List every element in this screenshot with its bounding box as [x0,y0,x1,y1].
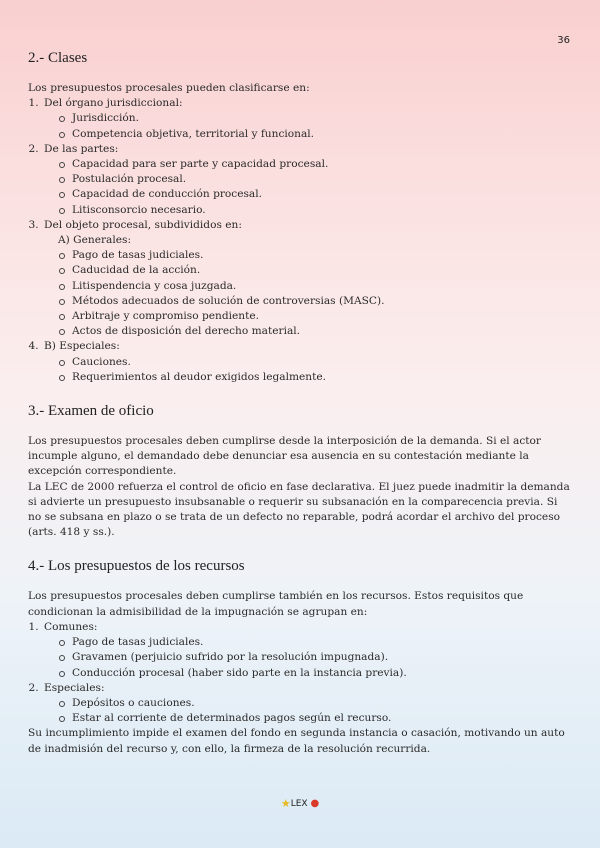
list-item [42,218,573,340]
paragraph: La LEC de 2000 refuerza el control de oficio en fase declarativa. El juez puede inadmitir la demanda si advierte un presupuesto insubsanable o requerir su subsanación en la comparecencia previa. Si no se subsana en plazo o se trata de un defecto no reparable, podrá acordar el archivo del proceso (arts. 418 y ss.). [28,480,570,539]
sub-list-item: Arbitraje y compromiso pendiente. [72,309,573,324]
list-item-label: De las partes: [44,142,119,155]
sub-heading: A) Generales: [58,234,132,247]
list-item-label: Del objeto procesal, subdivididos en: [44,218,242,231]
section-intro: Los presupuestos procesales deben cumplirse también en los recursos. Estos requisitos que condicionan la admisibilidad de la impugnación se agrupan en: [28,590,524,618]
sub-list-item: Postulación procesal. [72,172,573,187]
sub-list-item: Capacidad para ser parte y capacidad procesal. [72,157,573,172]
list-item [42,142,573,218]
list-item [42,620,573,681]
drop-icon: ● [310,798,320,809]
section-title: 3.- Examen de oficio [28,403,154,420]
sub-list-item: Cauciones. [72,355,573,370]
sub-list [44,111,573,141]
list-item-label: B) Especiales: [44,340,120,353]
section-recursos [28,558,573,756]
section-intro: Los presupuestos procesales pueden clasificarse en: [28,82,310,94]
sub-list [44,696,573,726]
list-item [42,96,573,142]
list-item-label: Comunes: [44,620,98,633]
list-item [42,339,573,385]
sub-list-item: Depósitos o cauciones. [72,696,573,711]
section-title: 2.- Clases [28,50,88,66]
sub-list-item: Pago de tasas judiciales. [72,248,573,263]
clases-list [28,96,573,385]
star-icon: ★ [280,797,291,810]
section-title: 4.- Los presupuestos de los recursos [28,558,245,575]
page-number: 36 [557,35,570,46]
recursos-list [28,620,573,726]
paragraph: Los presupuestos procesales deben cumplirse desde la interposición de la demanda. Si el actor incumple alguno, el demandado debe denunciar esa ausencia en su contestación mediante la excepción correspondiente. [28,435,541,478]
sub-list [44,635,573,681]
sub-list [44,355,573,385]
sub-list-item: Competencia objetiva, territorial y funcional. [72,127,573,142]
section-examen [28,403,573,540]
sub-list-item: Caducidad de la acción. [72,263,573,278]
sub-list-item: Capacidad de conducción procesal. [72,187,573,202]
sub-list-item: Gravamen (perjuicio sufrido por la resolución impugnada). [72,650,573,665]
footer-brand: LEX [290,799,308,809]
sub-list-item: Requerimientos al deudor exigidos legalmente. [72,370,573,385]
footer [0,797,600,810]
page-content [28,50,573,775]
sub-list-item: Litisconsorcio necesario. [72,203,573,218]
sub-list-item: Conducción procesal (haber sido parte en la instancia previa). [72,666,573,681]
section-clases [28,50,573,385]
sub-list-item: Estar al corriente de determinados pagos según el recurso. [72,711,573,726]
sub-list-item: Métodos adecuados de solución de controversias (MASC). [72,294,573,309]
sub-list-item: Jurisdicción. [72,111,573,126]
sub-list [44,248,573,339]
list-item [42,681,573,727]
sub-list [44,157,573,218]
list-item-label: Especiales: [44,681,105,694]
list-item-label: Del órgano jurisdiccional: [44,97,183,110]
sub-list-item: Actos de disposición del derecho material. [72,324,573,339]
sub-list-item: Litispendencia y cosa juzgada. [72,279,573,294]
closing-paragraph: Su incumplimiento impide el examen del fondo en segunda instancia o casación, motivando un auto de inadmisión del recurso y, con ello, la firmeza de la resolución recurrida. [28,727,565,755]
sub-list-item: Pago de tasas judiciales. [72,635,573,650]
